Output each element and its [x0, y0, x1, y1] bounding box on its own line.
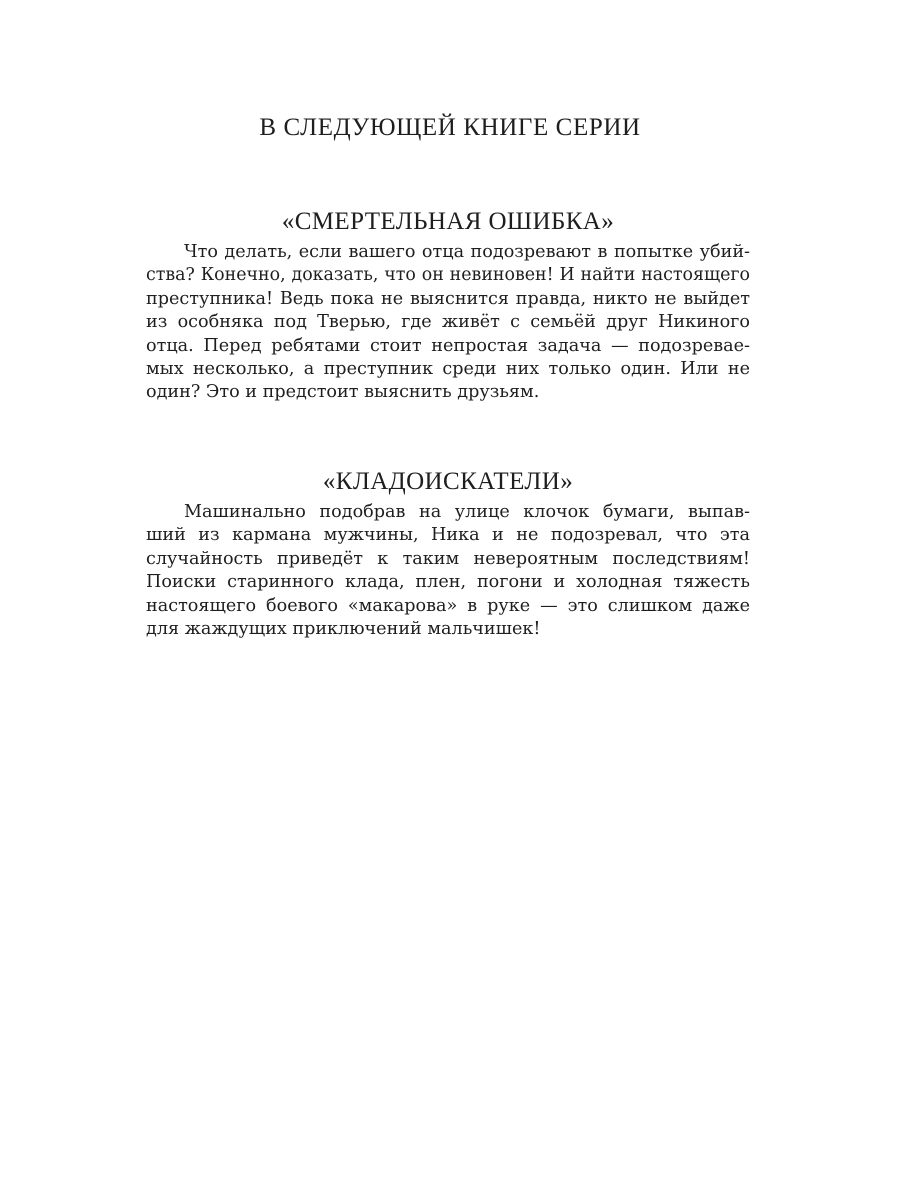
paragraph-line: ший из кармана мужчины, Ника и не подозревал, что эта	[146, 525, 750, 546]
paragraph-line: случайность приведёт к таким невероятным последствиям!	[146, 548, 750, 569]
paragraph-line: для жаждущих приключений мальчишек!	[146, 618, 541, 639]
paragraph-line: преступника! Ведь пока не выяснится правда, никто не выйдет	[146, 288, 750, 309]
section-paragraph	[146, 241, 750, 405]
section-title: «КЛАДОИСКАТЕЛИ»	[322, 468, 574, 495]
paragraph-line: один? Это и предстоит выяснить друзьям.	[146, 382, 540, 403]
paragraph-line: мых несколько, а преступник среди них только один. Или не	[146, 358, 750, 379]
paragraph-line: из особняка под Тверью, где живёт с семьёй друг Никиного	[146, 312, 750, 333]
page-heading: В СЛЕДУЮЩЕЙ КНИГЕ СЕРИИ	[259, 114, 641, 141]
section-title: «СМЕРТЕЛЬНАЯ ОШИБКА»	[281, 208, 615, 235]
paragraph-line: ства? Конечно, доказать, что он невиновен! И найти настоящего	[146, 265, 750, 286]
paragraph-line: Машинально подобрав на улице клочок бумаги, выпав-	[184, 502, 750, 522]
book-announcement-section	[146, 207, 750, 405]
paragraph-line: настоящего боевого «макарова» в руке — это слишком даже	[146, 595, 750, 616]
paragraph-line: отца. Перед ребятами стоит непростая задача — подозревае-	[146, 335, 750, 356]
book-announcement-section	[146, 467, 750, 641]
section-paragraph	[146, 501, 750, 641]
paragraph-line: Поиски старинного клада, плен, погони и холодная тяжесть	[146, 572, 750, 593]
paragraph-line: Что делать, если вашего отца подозревают в попытке убий-	[184, 242, 750, 262]
